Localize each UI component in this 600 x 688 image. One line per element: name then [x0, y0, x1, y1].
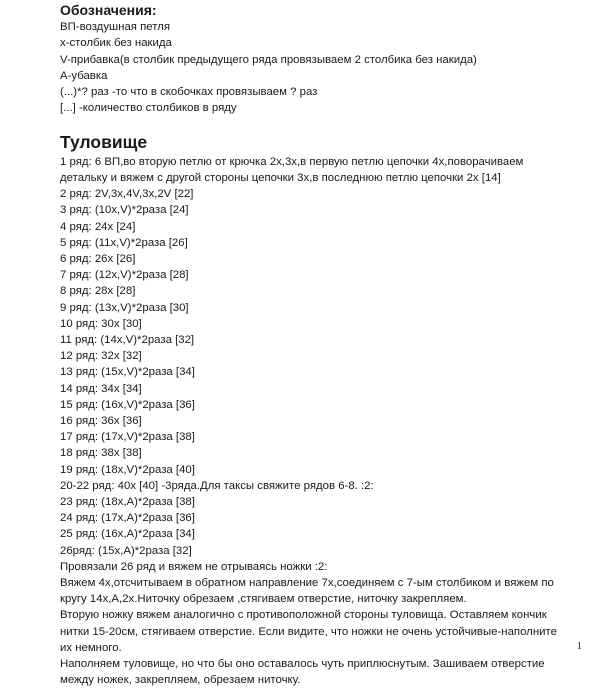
instruction-paragraph: Вторую ножку вяжем аналогично с противоположной стороны туловища. Оставляем кончик нитки 15-20см, стягиваем отверстие. Если видите, что ножки не очень устойчивые-наполните их немного.: [60, 609, 557, 654]
row-line: 25 ряд: (16х,А)*2раза [34]: [60, 528, 195, 541]
row-line: 18 ряд: 38х [38]: [60, 447, 142, 460]
instruction-paragraph: Наполняем туловище, но что бы оно оставалось чуть приплюснутым. Зашиваем отверстие между ножек, закрепляем, обрезаем ниточку.: [60, 658, 545, 687]
row-line: 16 ряд: 36х [36]: [60, 415, 142, 428]
page-number: 1: [576, 640, 582, 652]
row-line: 17 ряд: (17х,V)*2раза [38]: [60, 431, 195, 444]
document-page: [60, 0, 580, 688]
section-title: Туловище: [60, 131, 148, 152]
row-line: 3 ряд: (10х,V)*2раза [24]: [60, 204, 189, 217]
row-line: 19 ряд: (18х,V)*2раза [40]: [60, 463, 195, 476]
legend-item: [...] -количество столбиков в ряду: [60, 102, 237, 115]
row-line: 24 ряд: (17х,А)*2раза [36]: [60, 512, 195, 525]
row-line: 9 ряд: (13х,V)*2раза [30]: [60, 301, 189, 314]
row-line: 1 ряд: 6 ВП,во вторую петлю от крючка 2х,3х,в первую петлю цепочки 4х,поворачиваем: [60, 155, 524, 168]
legend-item: V-прибавка(в столбик предыдущего ряда провязываем 2 столбика без накида): [60, 53, 477, 66]
row-line: 2 ряд: 2V,3х,4V,3х,2V [22]: [60, 188, 194, 201]
row-line: 11 ряд: (14х,V)*2раза [32]: [60, 334, 195, 347]
row-line: 5 ряд: (11х,V)*2раза [26]: [60, 236, 188, 249]
row-line: 20-22 ряд: 40х [40] -3ряда.Для таксы свяжите рядов 6-8. :2:: [60, 479, 374, 492]
legs-intro-line: Провязали 26 ряд и вяжем не отрываясь ножки :2:: [60, 560, 328, 573]
row-line: 4 ряд: 24х [24]: [60, 220, 136, 233]
legend-item: х-столбик без накида: [60, 37, 172, 50]
instruction-paragraph: Вяжем 4х,отсчитываем в обратном направление 7х,соединяем с 7-ым столбиком и вяжем по кругу 14х,А,2х.Ниточку обрезаем ,стягиваем отверстие, ниточку закрепляем.: [60, 577, 554, 606]
row-line: 10 ряд: 30х [30]: [60, 317, 142, 330]
row-line: детальку и вяжем с другой стороны цепочки 3х,в последнюю петлю цепочки 2х [14]: [60, 171, 501, 184]
row-line: 6 ряд: 26х [26]: [60, 253, 136, 265]
legend-title: Обозначения:: [60, 2, 157, 18]
instructions: [60, 575, 580, 688]
pattern-rows: [60, 154, 580, 575]
legend-item: ВП-воздушная петля: [60, 21, 171, 33]
row-line: 23 ряд: (18х,А)*2раза [38]: [60, 496, 195, 509]
row-line: 8 ряд: 28х [28]: [60, 285, 136, 298]
row-line: 12 ряд: 32х [32]: [60, 350, 142, 363]
row-line: 26ряд: (15х,А)*2раза [32]: [60, 544, 192, 557]
row-line: 14 ряд: 34х [34]: [60, 382, 142, 395]
row-line: 7 ряд: (12х,V)*2раза [28]: [60, 269, 189, 282]
row-line: 13 ряд: (15х,V)*2раза [34]: [60, 366, 195, 379]
legend-item: А-убавка: [60, 69, 108, 82]
legend-list: [60, 19, 580, 117]
legend-item: (...)*? раз -то что в скобочках провязываем ? раз: [60, 86, 318, 99]
row-line: 15 ряд: (16х,V)*2раза [36]: [60, 398, 195, 411]
